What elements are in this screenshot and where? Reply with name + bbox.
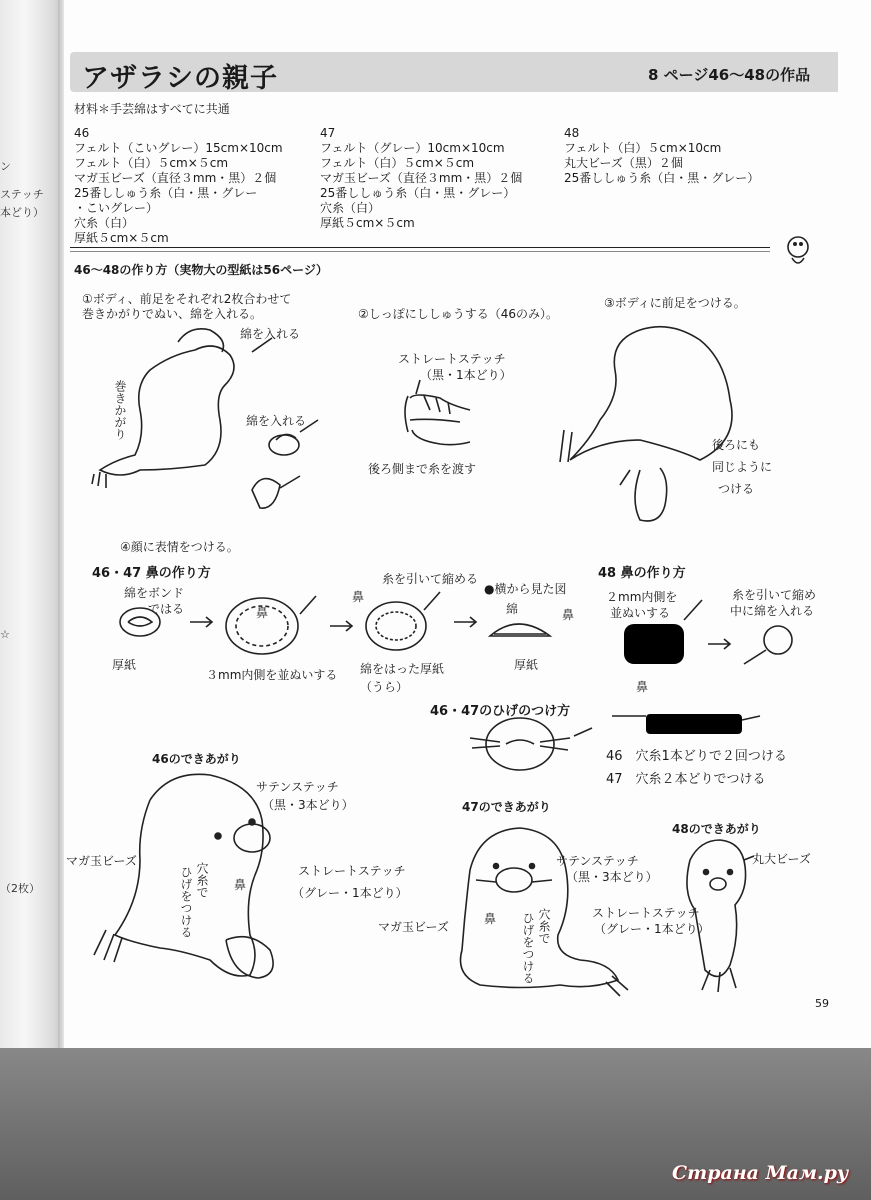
- nose-step-icons: [120, 592, 550, 654]
- nose4647-atsugami2: 厚紙: [514, 658, 539, 672]
- nose4647-hatta: 綿をはった厚紙: [360, 662, 445, 676]
- done47-straight: ストレートステッチ: [592, 906, 700, 920]
- edge-text-4: ☆: [0, 628, 10, 641]
- tail-stitch-icon: [405, 380, 470, 445]
- done48-marudai: 丸大ビーズ: [752, 852, 811, 866]
- label-tsukeru: つける: [718, 482, 755, 496]
- howto-heading: 46〜48の作り方（実物大の型紙は56ページ）: [74, 263, 328, 277]
- whiskers-heading: 46・47のひげのつけ方: [430, 704, 571, 719]
- done46-straight: ストレートステッチ: [298, 864, 406, 878]
- watermark: Страна Мам.ру: [672, 1162, 849, 1184]
- nose4647-bond: 綿をボンド: [124, 586, 185, 600]
- materials-heading: 材料＊手芸綿はすべてに共通: [74, 102, 230, 116]
- step3-text: ③ボディに前足をつける。: [604, 296, 746, 310]
- mat47-2: フェルト（白）５cm×５cm: [320, 156, 475, 170]
- nose48-heading: 48 鼻の作り方: [598, 566, 686, 581]
- step2-text: ②しっぽにししゅうする（46のみ）。: [358, 307, 559, 321]
- done46-magatama: マガ玉ビーズ: [66, 854, 137, 868]
- done47-hana: 鼻: [484, 912, 497, 926]
- mat46-5: ・こいグレー）: [74, 201, 159, 215]
- edge-text-1: ン: [0, 160, 11, 173]
- mat48-2: 丸大ビーズ（黒）２個: [564, 156, 683, 170]
- edge-text-3: 本どり）: [0, 206, 44, 219]
- label-straight: ストレートステッチ: [398, 352, 506, 366]
- mat47-6: 厚紙５cm×５cm: [320, 216, 415, 230]
- done46-ana2: ひげをつける: [179, 866, 193, 938]
- nose4647-hana1: 鼻: [256, 606, 269, 620]
- done46-heading: 46のできあがり: [152, 752, 241, 766]
- mat47-5: 穴糸（白）: [320, 201, 381, 215]
- whisker-diagram-icon: [470, 714, 760, 770]
- nose4647-heading: 46・47 鼻の作り方: [92, 566, 211, 581]
- edge-text-5: （2枚）: [0, 882, 40, 895]
- mat48-0: 48: [564, 126, 580, 140]
- nose48-naminui2: 並ぬいする: [610, 606, 671, 620]
- done46-hana: 鼻: [234, 878, 247, 892]
- page-number: 59: [815, 997, 829, 1010]
- step1-line1: ①ボディ、前足をそれぞれ2枚合わせて: [82, 292, 292, 306]
- done47-straight-note: （グレー・1本どり）: [594, 922, 710, 936]
- done46-satin-note: （黒・3本どり）: [262, 798, 354, 812]
- seal-body-step3-icon: [560, 327, 732, 521]
- done46-straight-note: （グレー・1本どり）: [292, 886, 408, 900]
- nose4647-naminui: ３mm内側を並ぬいする: [206, 668, 338, 682]
- nose4647-hana3: 鼻: [562, 608, 575, 622]
- mat47-4: 25番ししゅう糸（白・黒・グレー）: [320, 186, 516, 200]
- label-makikagari: 巻きかがり: [113, 380, 127, 440]
- step4-text: ④顔に表情をつける。: [120, 540, 239, 554]
- done47-heading: 47のできあがり: [462, 800, 551, 814]
- nose4647-hana2: 鼻: [352, 590, 365, 604]
- mat46-2: フェルト（白）５cm×５cm: [74, 156, 229, 170]
- mat46-0: 46: [74, 126, 90, 140]
- page-subtitle: 8 ページ46〜48の作品: [648, 66, 811, 84]
- done46-ana1: 穴糸で: [195, 862, 209, 898]
- mat48-3: 25番ししゅう糸（白・黒・グレー）: [564, 171, 760, 185]
- nose48-hikite1: 糸を引いて縮め: [732, 588, 817, 602]
- nose4647-hikite: 糸を引いて縮める: [382, 572, 479, 586]
- nose48-hana: 鼻: [636, 680, 649, 694]
- done47-magatama: マガ玉ビーズ: [378, 920, 449, 934]
- label-wata2: 綿を入れる: [246, 414, 307, 428]
- label-onaji: 同じように: [712, 460, 773, 474]
- seal-body-step1-icon: [92, 329, 318, 508]
- mat48-1: フェルト（白）５cm×10cm: [564, 141, 722, 155]
- label-ushiro: 後ろにも: [712, 438, 761, 452]
- nose4647-ura: （うら）: [360, 680, 409, 694]
- step1-line2: 巻きかがりでぬい、綿を入れる。: [82, 307, 263, 321]
- seal-46-finished-icon: [94, 774, 273, 978]
- nose48-hikite2: 中に綿を入れる: [730, 604, 815, 618]
- nose48-naminui1: ２mm内側を: [606, 590, 678, 604]
- done46-satin: サテンステッチ: [256, 780, 339, 794]
- mat46-1: フェルト（こいグレー）15cm×10cm: [74, 141, 283, 155]
- done47-satin-note: （黒・3本どり）: [566, 870, 658, 884]
- label-watasu: 後ろ側まで糸を渡す: [368, 462, 477, 476]
- mat46-6: 穴糸（白）: [74, 216, 135, 230]
- page-title: アザラシの親子: [82, 63, 278, 94]
- done47-ana2: ひげをつける: [521, 912, 535, 984]
- whiskers-47: 47 穴糸２本どりでつける: [606, 772, 766, 787]
- nose4647-wata: 綿: [506, 602, 519, 616]
- mat46-4: 25番ししゅう糸（白・黒・グレー: [74, 186, 258, 200]
- seal-emblem-icon: [788, 237, 808, 263]
- done47-ana1: 穴糸で: [537, 908, 551, 944]
- whiskers-46: 46 穴糸1本どりで２回つける: [606, 749, 787, 764]
- mat46-7: 厚紙５cm×５cm: [74, 231, 169, 245]
- nose4647-deharu: ではる: [148, 602, 185, 616]
- label-wata1: 綿を入れる: [240, 327, 301, 341]
- seal-48-finished-icon: [687, 840, 754, 992]
- mat47-3: マガ玉ビーズ（直径３mm・黒）２個: [320, 171, 523, 185]
- nose4647-yoko: ●横から見た図: [484, 582, 567, 596]
- done47-satin: サテンステッチ: [556, 854, 639, 868]
- mat46-3: マガ玉ビーズ（直径３mm・黒）２個: [74, 171, 277, 185]
- done48-heading: 48のできあがり: [672, 822, 761, 836]
- seal-47-finished-icon: [460, 828, 628, 996]
- label-straight-note: （黒・1本どり）: [420, 368, 512, 382]
- nose4647-atsugami: 厚紙: [112, 658, 137, 672]
- edge-text-2: ステッチ: [0, 188, 44, 201]
- nose48-step-icons: [624, 600, 792, 664]
- mat47-0: 47: [320, 126, 336, 140]
- mat47-1: フェルト（グレー）10cm×10cm: [320, 141, 505, 155]
